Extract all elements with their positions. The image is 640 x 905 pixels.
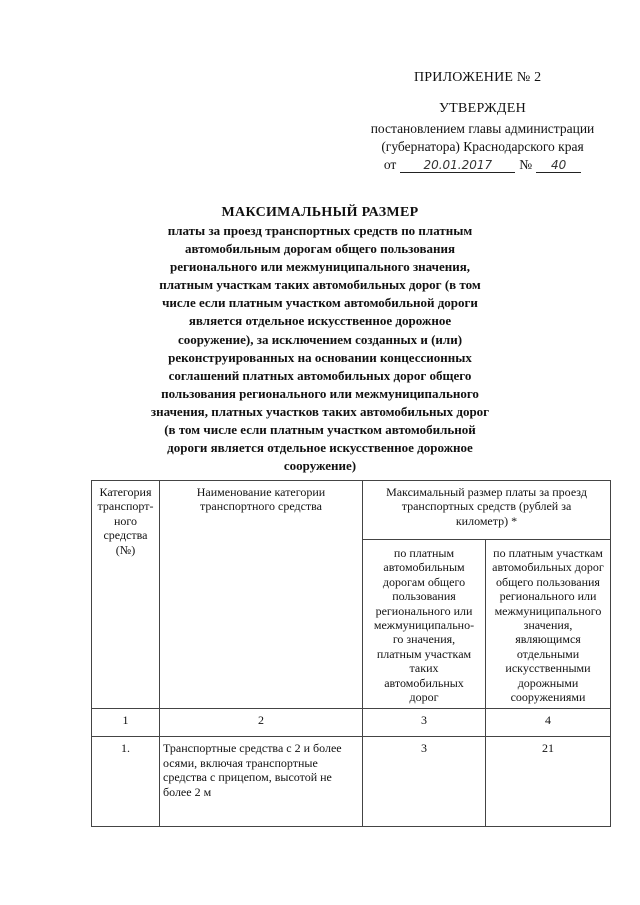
document-subtitle (150, 222, 490, 475)
subtitle-line: автомобильным дорогам общего пользования (185, 241, 455, 257)
subtitle-line: является отдельное искусственное дорожное (188, 313, 452, 329)
subtitle-line: регионального или межмуниципального значения, (169, 259, 471, 275)
table-row (92, 737, 611, 827)
header-text: транспорт- (97, 499, 154, 514)
subtitle-line: числе если платным участком автомобильной дороги (162, 295, 478, 311)
subtitle-line: соглашений платных автомобильных дорог общего (168, 367, 472, 383)
rate-structures-cell: 21 (486, 737, 611, 827)
header-text: ного (113, 513, 138, 528)
handwritten-date: 20.01.2017 (400, 158, 515, 173)
header-row (92, 481, 611, 540)
header-text: автомобильных (384, 675, 464, 690)
header-text: автомобильным (383, 560, 465, 575)
name-line: более 2 м (163, 784, 212, 799)
appendix-label: ПРИЛОЖЕНИЕ № 2 (414, 70, 542, 85)
approved-label: УТВЕРЖДЕН (438, 101, 527, 116)
header-text: сооружениями (510, 690, 586, 705)
date-number-line (355, 156, 610, 174)
header-text: регионального или (375, 603, 473, 618)
header-text: значения, (523, 618, 573, 633)
header-text: дорог (409, 690, 439, 705)
name-header (160, 481, 363, 709)
header-text: километр) * (455, 513, 518, 528)
subtitle-line: дороги является отдельное искусственное дорожное (167, 440, 473, 456)
header-text: являющимся (515, 632, 581, 647)
header-text: Максимальный размер платы за проезд (386, 485, 587, 499)
decree-line-2: (губернатора) Краснодарского края (381, 139, 584, 154)
header-text: межмуниципально- (373, 618, 475, 633)
header-text: автомобильных дорог (492, 560, 604, 575)
category-cell: 1. (92, 737, 160, 827)
category-name-cell (160, 737, 363, 827)
header-text: отдельными (516, 646, 580, 661)
subtitle-line: реконструированных на основании концессионных (168, 349, 472, 365)
header-text: по платным (393, 546, 455, 560)
header-text: (№) (115, 542, 136, 557)
column-number-row (92, 709, 611, 737)
header-text: искусственными (505, 661, 591, 676)
subtitle-line: (в том числе если платным участком автомобильной (164, 422, 476, 438)
subtitle-line: сооружение), за исключением созданных и (или) (177, 331, 463, 347)
header-text: по платным участкам (493, 546, 603, 560)
subtitle-line: пользования регионального или межмуниципального (161, 385, 479, 401)
max-rate-header (363, 481, 611, 540)
header-text: дорогам общего (382, 574, 466, 589)
subtitle-line: платным участкам таких автомобильных дорог (в том (159, 277, 481, 293)
category-header (92, 481, 160, 709)
rate-roads-cell: 3 (363, 737, 486, 827)
approval-block (355, 100, 610, 174)
date-prefix: от (383, 157, 397, 172)
subtitle-line: сооружение) (283, 458, 357, 474)
column-number: 2 (160, 709, 363, 737)
header-text: транспортных средств (рублей за (401, 499, 572, 514)
name-line: Транспортные средства с 2 и более (163, 741, 342, 756)
header-text: средства (103, 528, 148, 543)
handwritten-number: 40 (536, 158, 581, 173)
header-text: пользования (392, 589, 456, 604)
header-text: общего пользования (496, 574, 600, 589)
header-text: Категория (99, 485, 152, 499)
column-number: 3 (363, 709, 486, 737)
header-text: транспортного средства (199, 499, 323, 514)
decree-line-1: постановлением главы администрации (370, 121, 595, 136)
number-prefix: № (519, 157, 533, 172)
subtitle-line: платы за проезд транспортных средств по платным (167, 223, 473, 238)
rates-table (91, 480, 611, 827)
document-title: МАКСИМАЛЬНЫЙ РАЗМЕР (221, 205, 419, 220)
header-text: межмуниципального (494, 603, 602, 618)
structures-header (486, 540, 611, 709)
header-text: регионального или (499, 589, 597, 604)
column-number: 4 (486, 709, 611, 737)
name-line: осями, включая транспортные (163, 755, 318, 770)
column-number: 1 (92, 709, 160, 737)
name-line: средства с прицепом, высотой не (163, 770, 332, 785)
header-text: таких (409, 661, 439, 676)
header-text: го значения, (392, 632, 456, 647)
header-text: Наименование категории (196, 485, 326, 499)
subtitle-line: значения, платных участков таких автомобильных дорог (150, 403, 490, 419)
header-text: дорожными (517, 675, 579, 690)
toll-roads-header (363, 540, 486, 709)
header-text: платным участкам (376, 646, 472, 661)
